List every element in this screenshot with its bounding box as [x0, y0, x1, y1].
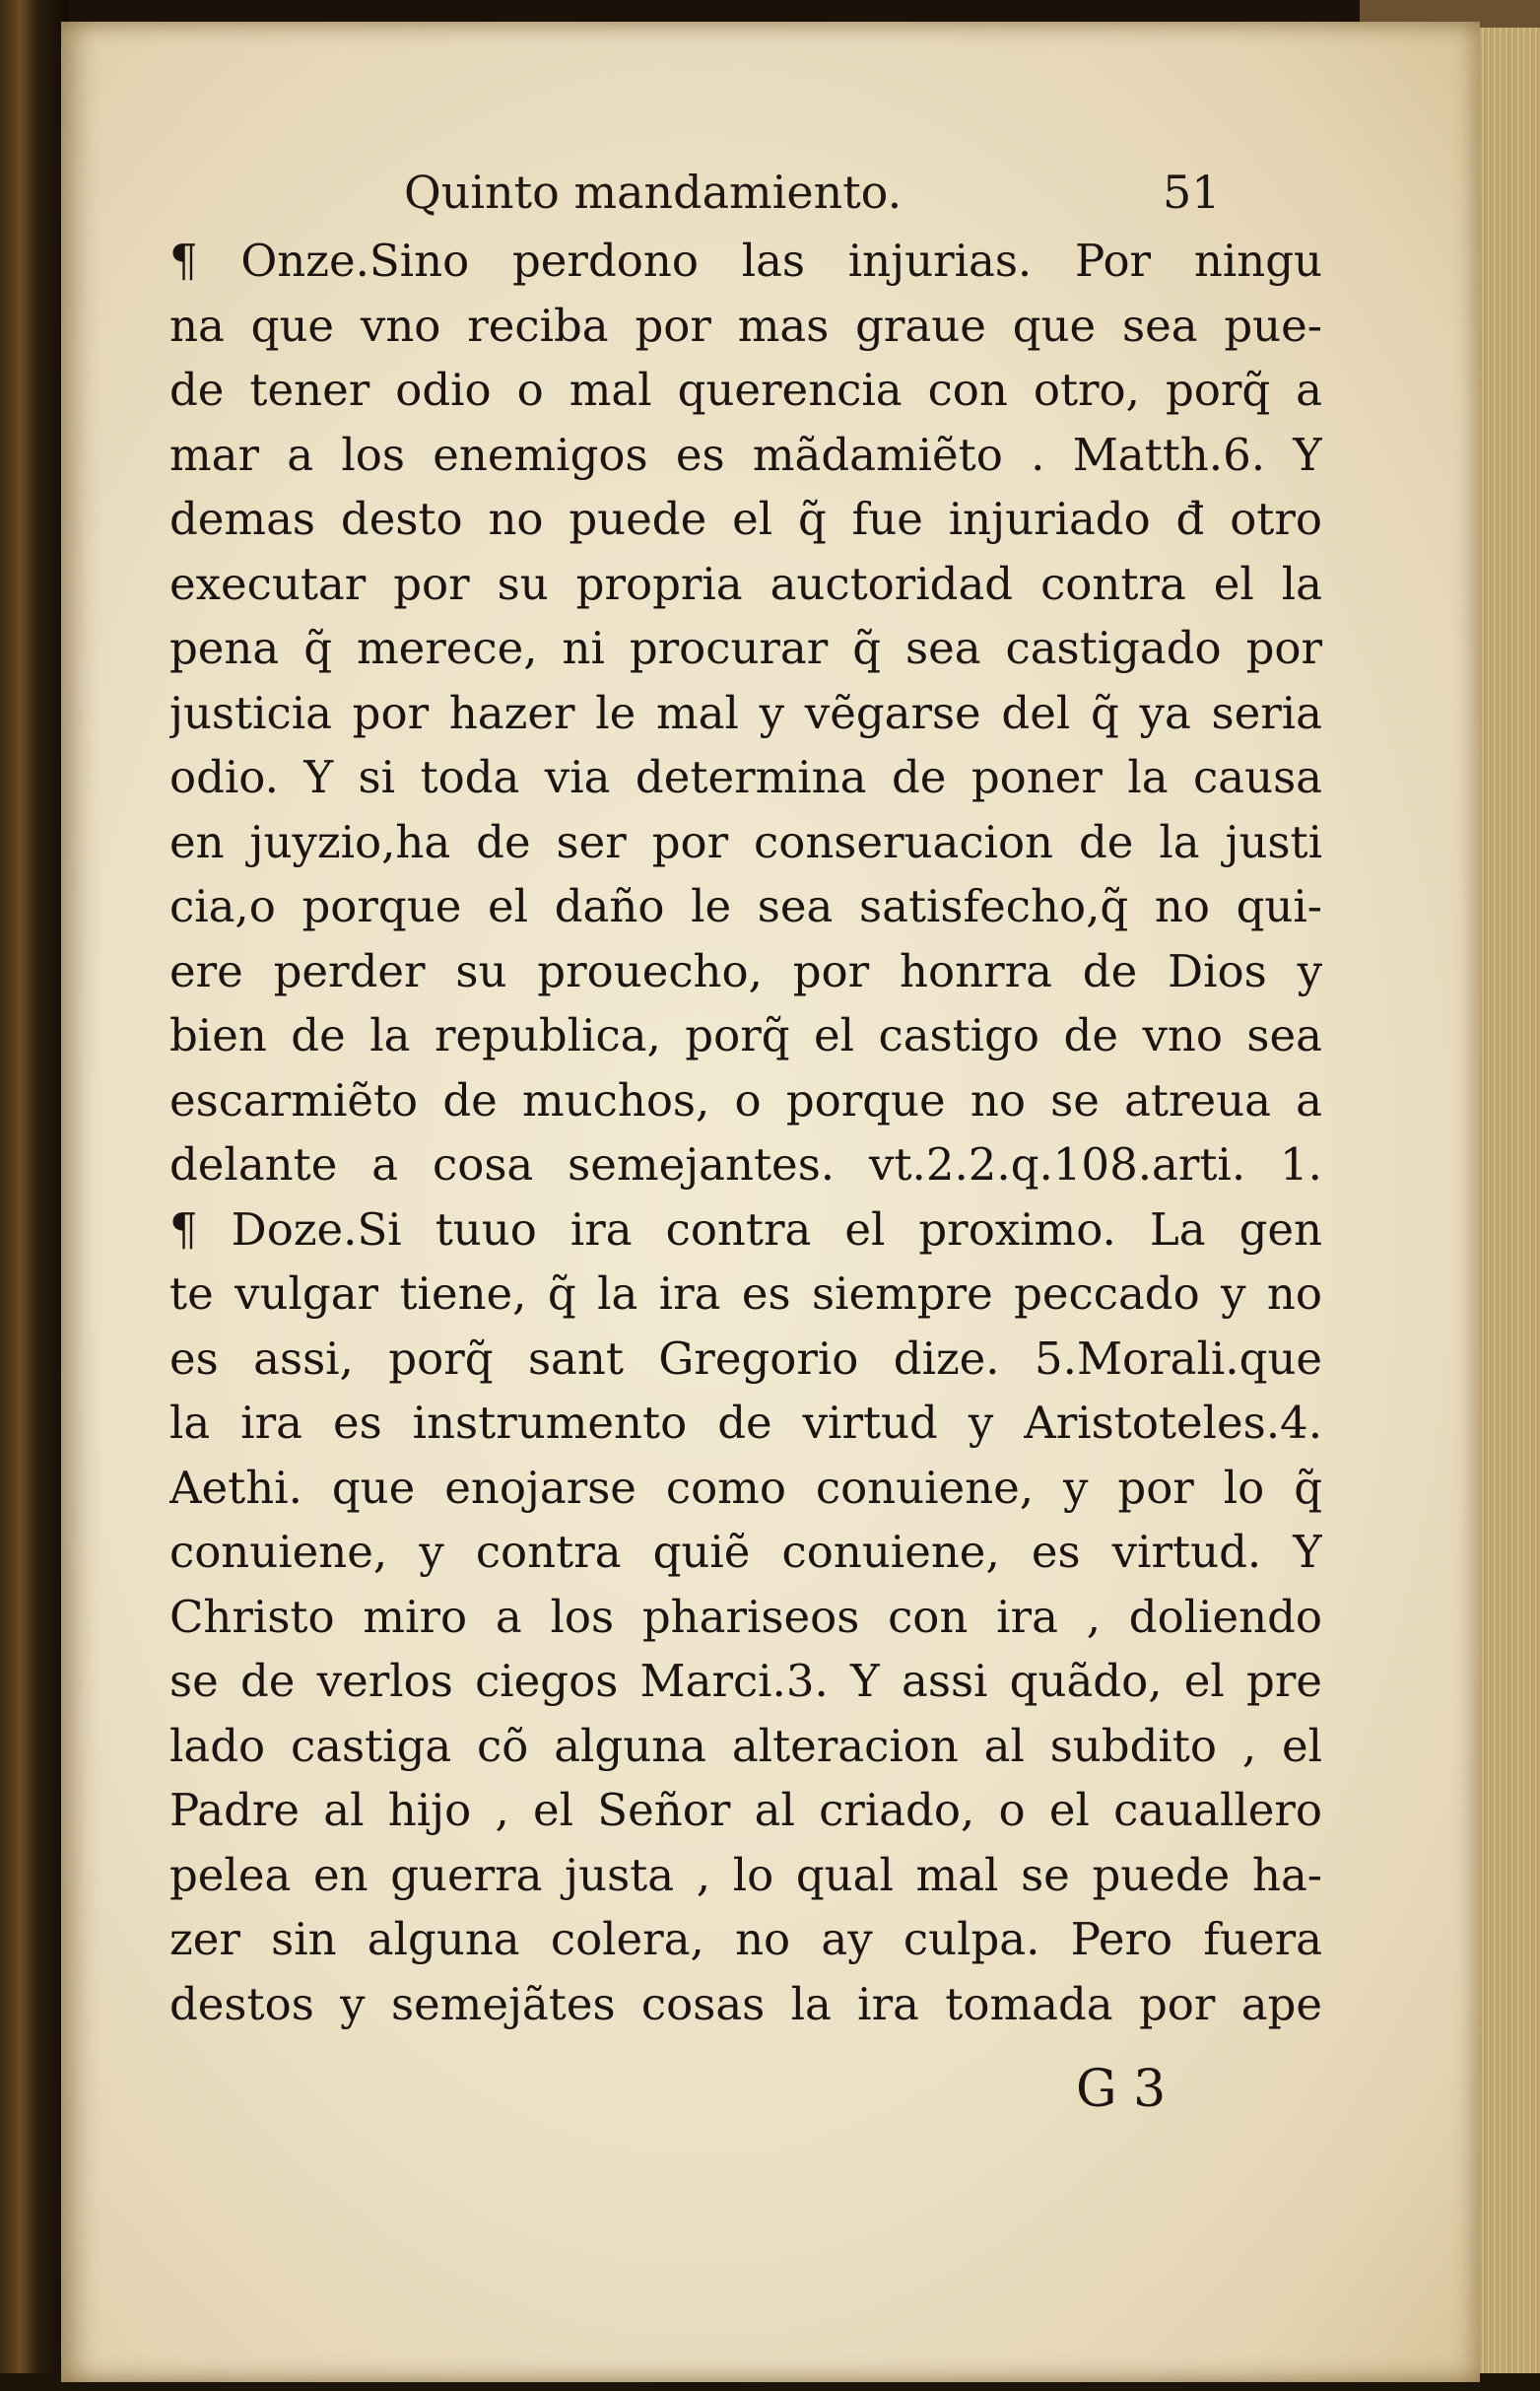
text-line: demas desto no puede el q̃ fue injuriado đ otro [169, 493, 1322, 545]
text-line: ¶ Doze.Si tuuo ira contra el proximo. La gen [169, 1202, 1322, 1256]
folio-number: 51 [1163, 166, 1221, 219]
signature-mark: G 3 [1076, 2060, 1167, 2119]
text-line: executar por su propria auctoridad contra el la [169, 557, 1322, 610]
text-line: la ira es instrumento de virtud y Aristoteles.4. [169, 1397, 1322, 1449]
text-line: na que vno reciba por mas graue que sea pue- [169, 299, 1322, 352]
text-line: delante a cosa semejantes. vt.2.2.q.108.arti. 1. [169, 1138, 1322, 1191]
running-head: Quinto mandamiento. [404, 166, 903, 219]
text-line: zer sin alguna colera, no ay culpa. Pero fuera [169, 1913, 1322, 1965]
text-line: se de verlos ciegos Marci.3. Y assi quãdo, el pre [169, 1655, 1322, 1707]
text-line: justicia por hazer le mal y vẽgarse del q̃ ya seria [169, 686, 1322, 739]
text-line: Padre al hijo , el Señor al criado, o el cauallero [169, 1784, 1322, 1836]
text-line: escarmiẽto de muchos, o porque no se atreua a [169, 1073, 1322, 1127]
text-line: Christo miro a los phariseos con ira , doliendo [169, 1590, 1322, 1643]
page-fore-edge [1473, 10, 1540, 2391]
page-header [404, 166, 1291, 225]
text-line: lado castiga cõ alguna alteracion al subdito , el [169, 1719, 1322, 1772]
text-line: de tener odio o mal querencia con otro, porq̃ a [169, 364, 1322, 416]
text-line: pena q̃ merece, ni procurar q̃ sea castigado por [169, 622, 1322, 674]
text-line: odio. Y si toda via determina de poner la causa [169, 751, 1322, 803]
text-line: destos y semejãtes cosas la ira tomada por ape [169, 1977, 1322, 2030]
text-line: te vulgar tiene, q̃ la ira es siempre peccado y no [169, 1267, 1322, 1320]
text-line: mar a los enemigos es mãdamiẽto . Matth.6. Y [169, 428, 1322, 481]
text-line: ere perder su prouecho, por honrra de Dios y [169, 944, 1322, 997]
book-binding [0, 0, 69, 2391]
text-line: Aethi. que enojarse como conuiene, y por lo q̃ [169, 1461, 1322, 1514]
text-line: conuiene, y contra quiẽ conuiene, es virtud. Y [169, 1526, 1322, 1578]
text-line: es assi, porq̃ sant Gregorio dize. 5.Morali.que [169, 1332, 1322, 1385]
text-line: pelea en guerra justa , lo qual mal se puede ha- [169, 1848, 1322, 1901]
text-line: cia,o porque el daño le sea satisfecho,q̃ no qui- [169, 880, 1322, 932]
body-text [169, 229, 1322, 2036]
text-line: bien de la republica, porq̃ el castigo de vno sea [169, 1009, 1322, 1061]
text-line: en juyzio,ha de ser por conseruacion de la justi [169, 815, 1322, 868]
text-line: ¶ Onze.Sino perdono las injurias. Por ningu [169, 235, 1322, 287]
